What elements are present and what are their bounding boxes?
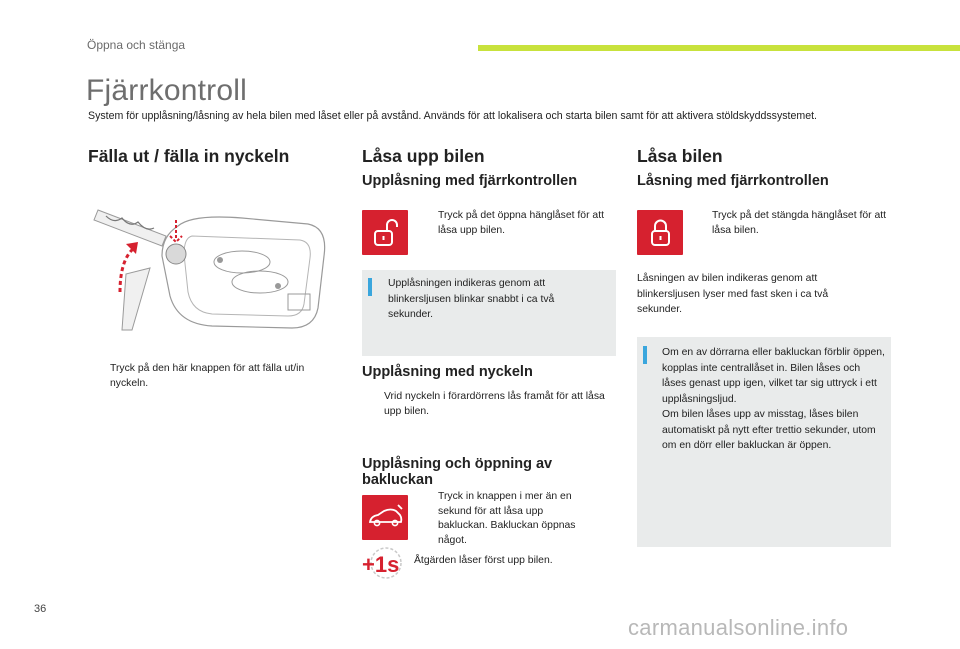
col2-sub1: Upplåsning med fjärrkontrollen bbox=[362, 173, 578, 189]
page-number: 36 bbox=[34, 603, 47, 615]
page-title: Fjärrkontroll bbox=[86, 74, 247, 107]
plus-one-second-label: +1s bbox=[362, 552, 400, 577]
intro-text: System för upplåsning/låsning av hela bilen med låset eller på avstånd. Används för att lokalisera och starta bilen samt för att aktivera stöldskyddssystemet. bbox=[88, 110, 817, 122]
col2-bullet1: Tryck på det öppna hänglåset för att låsa upp bilen. bbox=[438, 210, 604, 236]
info-marker bbox=[368, 278, 372, 296]
watermark: carmanualsonline.info bbox=[628, 615, 849, 640]
col2-heading: Låsa upp bilen bbox=[362, 146, 485, 166]
col2-bullet2: Vrid nyckeln i förardörrens lås framåt för att låsa upp bilen. bbox=[384, 391, 605, 417]
col3-bullet1: Tryck på det stängda hänglåset för att låsa bilen. bbox=[712, 210, 887, 236]
col2-bullet3: Tryck in knappen i mer än en sekund för att låsa upp bakluckan. Bakluckan öppnas något. bbox=[438, 491, 576, 546]
lock-button-icon bbox=[637, 210, 683, 255]
plus-one-second-icon bbox=[360, 546, 404, 580]
col2-sub2: Upplåsning med nyckeln bbox=[362, 364, 533, 380]
key-illustration bbox=[92, 196, 332, 338]
col3-sub1: Låsning med fjärrkontrollen bbox=[637, 173, 829, 189]
col2-note3: Åtgärden låser först upp bilen. bbox=[414, 555, 553, 566]
col2-info-box: Upplåsningen indikeras genom att blinkersljusen blinkar snabbt i ca två sekunder. bbox=[362, 270, 616, 356]
section-label: Öppna och stänga bbox=[87, 38, 186, 52]
col3-heading: Låsa bilen bbox=[637, 146, 723, 166]
col3-info-box: Om en av dörrarna eller bakluckan förblir öppen, kopplas inte centrallåset in. Bilen låses och låses genast upp igen, vilket tar sig uttryck i ett upplåsningsljud. Om bilen låses upp av misstag, låses bilen automatiskt på nytt efter trettio sekunder, utom om en dörr eller bakluckan är öppen. bbox=[637, 337, 891, 547]
info-marker bbox=[643, 346, 647, 364]
col3-para: Låsningen av bilen indikeras genom att blinkersljusen lyser med fast sken i ca två sekunder. bbox=[637, 273, 829, 315]
unlock-button-icon bbox=[362, 210, 408, 255]
col1-heading: Fälla ut / fälla in nyckeln bbox=[88, 146, 290, 166]
col1-bullet: Tryck på den här knappen för att fälla ut/in nyckeln. bbox=[110, 363, 305, 389]
tailgate-button-icon bbox=[362, 495, 408, 540]
col2-sub3: Upplåsning och öppning av bakluckan bbox=[362, 456, 553, 488]
header-accent-bar bbox=[478, 45, 960, 51]
